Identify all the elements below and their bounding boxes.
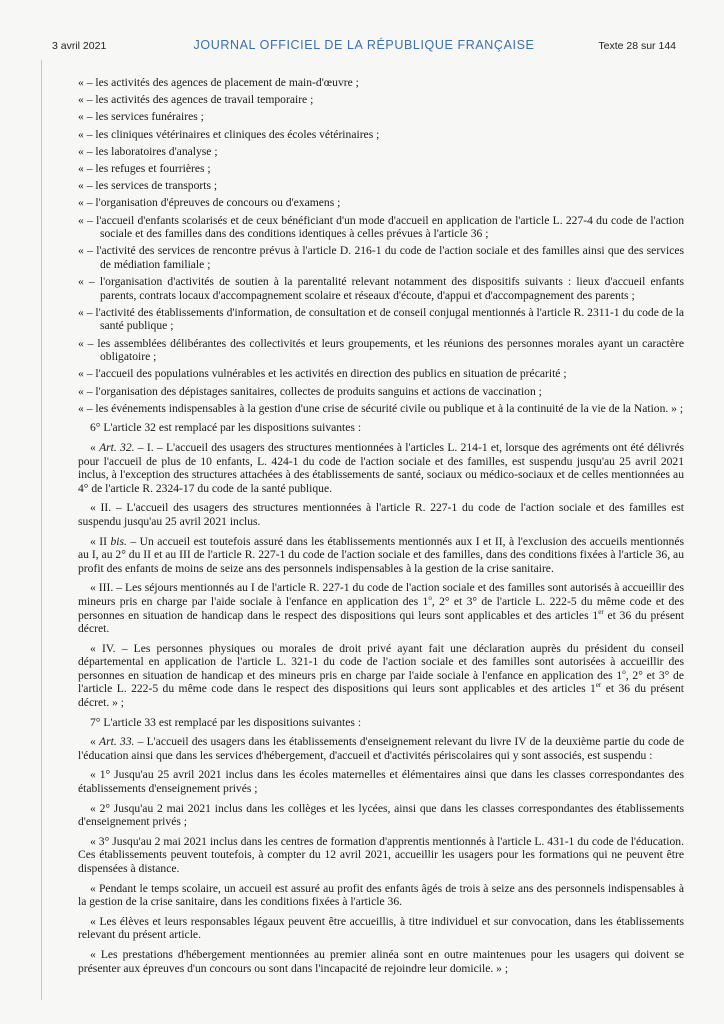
article-32-paragraph-4: « III. – Les séjours mentionnés au I de l'article R. 227-1 du code de l'action sociale et des familles sont autorisés à accueillir des mineurs pris en charge par l'aide sociale à l'enfance en application des 1$^o$, 2° et 3° de l'article L. 222-5 du même code et des personnes en situation de handicap dans le respect des dispositions qui leurs sont applicables et des articles 1er et 36 du présent décret. <box>78 581 684 636</box>
journal-title: JOURNAL OFFICIEL DE LA RÉPUBLIQUE FRANÇAISE <box>193 38 535 52</box>
list-item: « – les services de transports ; <box>78 179 218 193</box>
article-33-paragraph-5: « Pendant le temps scolaire, un accueil est assuré au profit des enfants âgés de trois à seize ans des personnels indispensables à la gestion de la crise sanitaire, dans les conditions fixées à l'article 36. <box>78 881 684 909</box>
list-item: « – les activités des agences de placement de main-d'œuvre ; <box>78 76 359 89</box>
list-item: « – l'organisation des dépistages sanitaires, collectes de produits sanguins et actions de vaccination ; <box>78 384 542 398</box>
list-item: « – les cliniques vétérinaires et cliniques des écoles vétérinaires ; <box>78 127 380 141</box>
article-33-paragraph-3: « 2° Jusqu'au 2 mai 2021 inclus dans les collèges et les lycées, ainsi que dans les classes correspondantes des établissements d'enseignement privés ; <box>78 801 684 829</box>
list-item: « – les événements indispensables à la gestion d'une crise de sécurité civile ou publique et à la continuité de la vie de la Nation. » ; <box>78 401 684 415</box>
page-header <box>52 38 676 56</box>
article-33-paragraph-2: « 1° Jusqu'au 25 avril 2021 inclus dans les écoles maternelles et élémentaires ainsi que dans les classes correspondantes des établissements d'enseignement privés ; <box>78 768 684 796</box>
article-33-paragraph-4: « 3° Jusqu'au 2 mai 2021 inclus dans les centres de formation d'apprentis mentionnés à l'article L. 431-1 du code de l'éducation. Ces établissements peuvent toutefois, à compter du 12 avril 2021, accueillir les usagers pour les formations qui ne peuvent être dispensées à distance. <box>78 834 684 875</box>
article-32-paragraph-1: « Art. 32. – I. – L'accueil des usagers des structures mentionnées à l'articles L. 214-1 et, lorsque des agréments ont été délivrés pour l'accueil de plus de 10 enfants, L. 424-1 du code de l'action sociale et des familles, est suspendu jusqu'au 25 avril 2021 inclus, à l'exception des structures attachées à des établissements de santé, sociaux ou médico-sociaux et de celles mentionnées au 4° de l'article R. 2324-17 du code de la santé publique. <box>78 440 684 495</box>
list-item: « – l'organisation d'épreuves de concours ou d'examens ; <box>78 196 341 210</box>
article-33-paragraph-7: « Les prestations d'hébergement mentionnées au premier alinéa sont en outre maintenues pour les usagers qui doivent se présenter aux épreuves d'un concours ou sont dans l'incapacité de rejoindre leur domicile. » ; <box>78 947 684 975</box>
list-item: « – l'accueil des populations vulnérables et les activités en direction des publics en situation de précarité ; <box>78 367 567 381</box>
list-item: « – les laboratoires d'analyse ; <box>78 144 218 158</box>
list-item: « – l'activité des services de rencontre prévus à l'article D. 216-1 du code de l'action sociale et des familles ainsi que des services de médiation familiale ; <box>78 244 684 271</box>
publication-date: 3 avril 2021 <box>52 40 107 52</box>
list-item: « – les assemblées délibérantes des collectivités et leurs groupements, et les réunions des personnes morales ayant un caractère obligatoire ; <box>78 336 684 364</box>
document-body <box>78 76 684 981</box>
margin-rule <box>41 60 42 1000</box>
article-label: Art. 33. <box>99 735 135 749</box>
list-item: « – l'accueil d'enfants scolarisés et de ceux bénéficiant d'un mode d'accueil en application de l'article L. 227-4 du code de l'action sociale et des familles dans des conditions identiques à celles prévues à l'article 36 ; <box>78 213 684 241</box>
section-7-intro: 7° L'article 33 est remplacé par les dispositions suivantes : <box>90 715 362 729</box>
article-33-paragraph-6: « Les élèves et leurs responsables légaux peuvent être accueillis, à titre individuel et sur convocation, dans les établissements relevant du présent article. <box>78 914 684 942</box>
list-item: « – l'activité des établissements d'information, de consultation et de conseil conjugal mentionnés à l'article R. 2311-1 du code de la santé publique ; <box>78 305 684 333</box>
bis-label: bis. <box>110 534 127 548</box>
list-item: « – les activités des agences de travail temporaire ; <box>78 93 314 107</box>
list-item: « – les refuges et fourrières ; <box>78 161 211 175</box>
section-6-intro: 6° L'article 32 est remplacé par les dispositions suivantes : <box>90 421 362 435</box>
list-item: « – l'organisation d'activités de soutien à la parentalité relevant notamment des dispositifs suivants : lieux d'accueil enfants parents, contrats locaux d'accompagnement scolaire et réseaux d'écoute, d'appui et d'accompagnement des parents ; <box>78 275 684 302</box>
article-32-paragraph-5: « IV. – Les personnes physiques ou morales de droit privé ayant fait une déclaration auprès du président du conseil départemental en application de l'article L. 321-1 du code de l'action sociale et des familles sont autorisées à accueillir des personnes en situation de handicap et des mineurs pris en charge par l'aide sociale à l'enfance en application des 1$^o$, 2° et 3° de l'article L. 222-5 du même code dans le respect des dispositions qui leurs sont applicables et des articles 1er et 36 du présent décret. » ; <box>78 641 684 710</box>
page-counter: Texte 28 sur 144 <box>598 40 676 52</box>
article-33-paragraph-1: « Art. 33. – L'accueil des usagers dans les établissements d'enseignement relevant du livre IV de la deuxième partie du code de l'éducation ainsi que dans les services d'hébergement, d'accueil et d'activités périscolaires qui y sont associés, est suspendu : <box>78 735 684 762</box>
list-item: « – les services funéraires ; <box>78 110 204 124</box>
article-32-paragraph-2: « II. – L'accueil des usagers des structures mentionnées à l'article R. 227-1 du code de l'action sociale et des familles est suspendu jusqu'au 25 avril 2021 inclus. <box>78 501 684 528</box>
article-label: Art. 32. <box>99 440 135 454</box>
article-32-paragraph-3: « II bis. – Un accueil est toutefois assuré dans les établissements mentionnés aux I et II, à l'exclusion des accueils mentionnés au I, au 2° du II et au III de l'article R. 227-1 du code de l'action sociale et des familles, dans des conditions fixées à l'article 36, au profit des enfants de moins de seize ans des personnels indispensables à la gestion de la crise sanitaire. <box>78 534 684 575</box>
